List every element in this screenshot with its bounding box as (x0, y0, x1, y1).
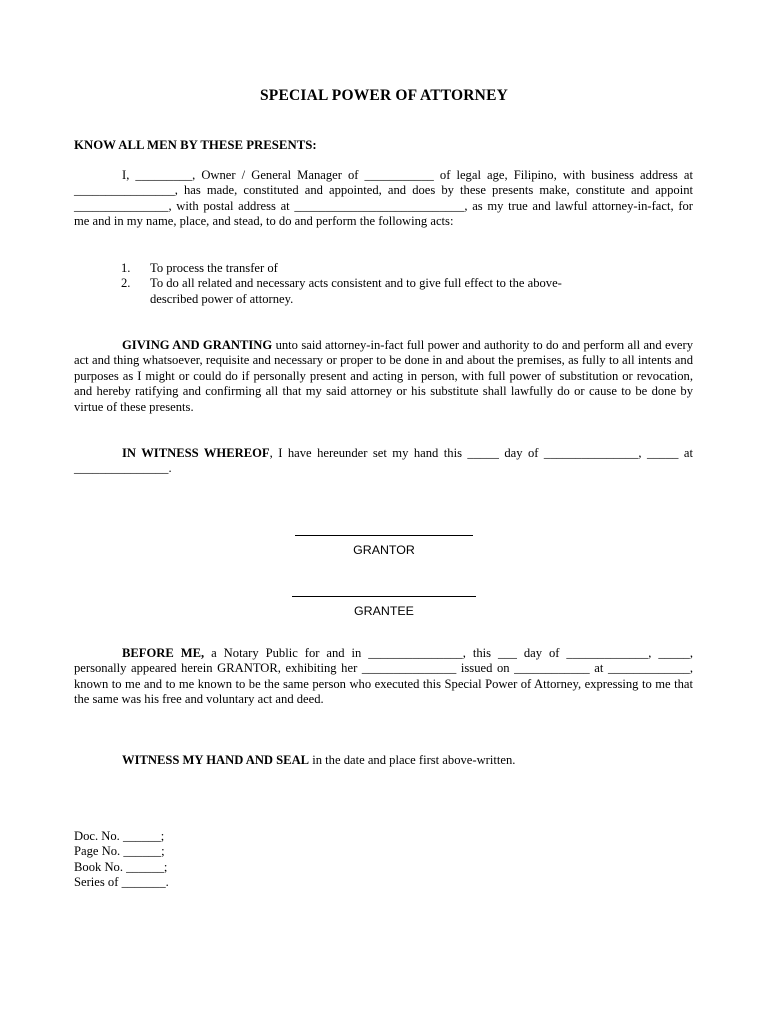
book-number: Book No. ______; (74, 859, 168, 874)
list-number: 2. (121, 276, 131, 291)
doc-number: Doc. No. ______; (74, 829, 165, 843)
document-title: SPECIAL POWER OF ATTORNEY (259, 87, 509, 104)
list-text: To do all related and necessary acts consistent and to give full effect to the above-described power of attorney. (150, 276, 562, 306)
in-witness-lead: IN WITNESS WHEREOF (122, 446, 270, 460)
list-item (121, 276, 641, 307)
before-me-paragraph (74, 646, 693, 708)
acts-list (121, 261, 641, 307)
hand-seal-paragraph (74, 753, 693, 768)
hand-seal-lead: WITNESS MY HAND AND SEAL (122, 753, 310, 767)
list-number: 1. (121, 261, 131, 275)
in-witness-text: , I have hereunder set my hand this _____ day of _______________, _____ at _______________. (74, 446, 693, 476)
giving-granting-paragraph (74, 338, 693, 415)
hand-seal-text: in the date and place first above-written. (309, 753, 516, 767)
grantee-signature-line (292, 596, 476, 597)
grantor-signature-line (295, 535, 473, 536)
list-text: To process the transfer of (150, 261, 278, 275)
know-all-heading: KNOW ALL MEN BY THESE PRESENTS: (74, 138, 317, 152)
grantor-signature-block (0, 528, 768, 558)
giving-granting-lead: GIVING AND GRANTING (122, 338, 273, 352)
giving-granting-text: unto said attorney-in-fact full power and authority to do and perform all and every act and thing whatsoever, requisite and necessary or proper to be done in and about the premises, as fully to all intents and purposes as I might or could do if personally present and acting in person, with full power of substitution or revocation, and hereby ratifying and confirming all that my said attorney or his substitute shall lawfully do or cause to be done by virtue of these presents. (74, 338, 693, 414)
before-me-lead: BEFORE ME, (122, 646, 205, 660)
grantee-label: GRANTEE (354, 604, 414, 618)
list-item (121, 261, 641, 276)
notarial-register (74, 829, 169, 890)
grantor-label: GRANTOR (353, 543, 415, 557)
grantee-signature-block (0, 589, 768, 619)
intro-text: I, _________, Owner / General Manager of ___________ of legal age, Filipino, with business address at ________________, has made, constituted and appointed, and does by these presents make, constitute and appoint _______________, with postal address at ___________________________, as my true and lawful attorney-in-fact, for me and in my name, place, and stead, to do and perform the following acts: (74, 168, 693, 229)
intro-paragraph (74, 168, 693, 230)
in-witness-paragraph (74, 446, 693, 477)
page-number: Page No. ______; (74, 844, 165, 859)
before-me-text: a Notary Public for and in _______________, this ___ day of _____________, _____, personally appeared herein GRANTOR, exhibiting her _______________ issued on ____________ at _____________, known to me and to me known to be the same person who executed this Special Power of Attorney, expressing to me that the same was his free and voluntary act and deed. (74, 646, 694, 707)
series-number: Series of _______. (74, 874, 169, 889)
